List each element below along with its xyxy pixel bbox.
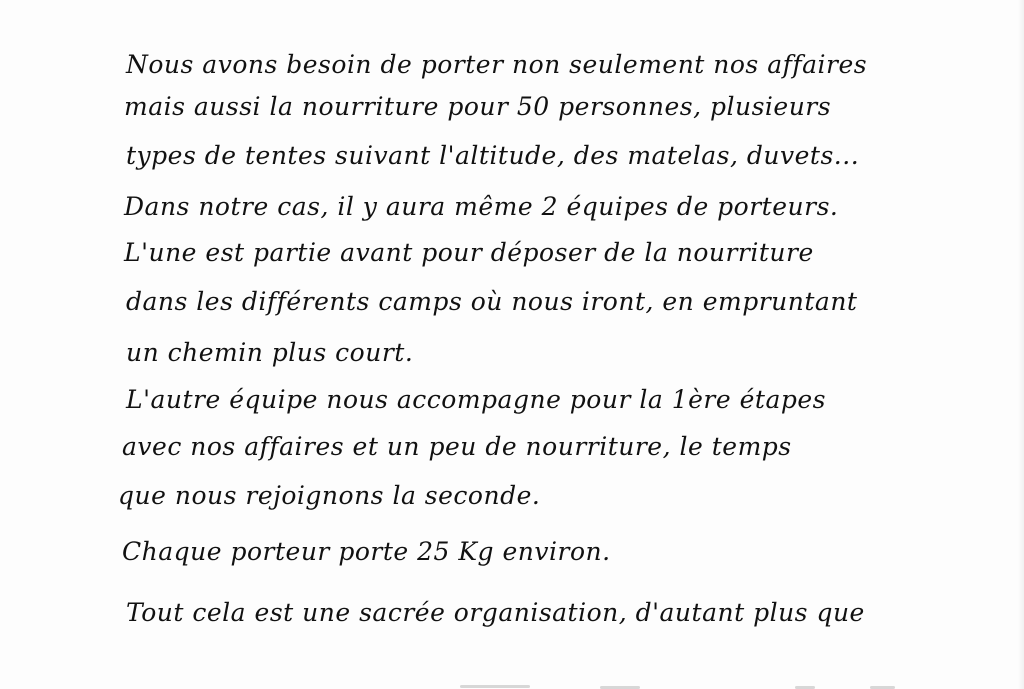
- text-line: Dans notre cas, il y aura même 2 équipes de porteurs.: [124, 192, 839, 221]
- text-line: L'autre équipe nous accompagne pour la 1ère étapes: [126, 385, 826, 414]
- text-line: Chaque porteur porte 25 Kg environ.: [122, 537, 611, 566]
- text-line: Nous avons besoin de porter non seulement nos affaires: [126, 50, 868, 79]
- text-line: L'une est partie avant pour déposer de la nourriture: [124, 238, 814, 267]
- text-line: que nous rejoignons la seconde.: [118, 481, 541, 510]
- text-line: types de tentes suivant l'altitude, des matelas, duvets...: [126, 141, 860, 170]
- text-line: un chemin plus court.: [126, 338, 414, 367]
- scan-edge-shadow: [1018, 0, 1024, 689]
- text-line: mais aussi la nourriture pour 50 personnes, plusieurs: [124, 92, 832, 121]
- text-line: dans les différents camps où nous iront, en empruntant: [126, 287, 858, 316]
- text-line: Tout cela est une sacrée organisation, d'autant plus que: [126, 598, 865, 627]
- scan-artifact: [460, 685, 530, 688]
- text-line: avec nos affaires et un peu de nourriture, le temps: [122, 432, 792, 461]
